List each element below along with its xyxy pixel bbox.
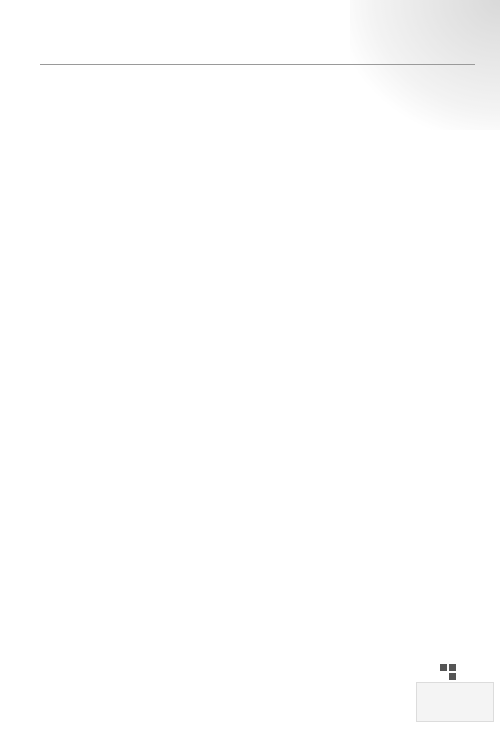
corner-decoration	[350, 0, 500, 130]
header-rule	[40, 64, 475, 65]
answer-content	[40, 88, 470, 96]
page-blocks-icon	[440, 664, 458, 680]
corner-logo	[416, 682, 494, 722]
